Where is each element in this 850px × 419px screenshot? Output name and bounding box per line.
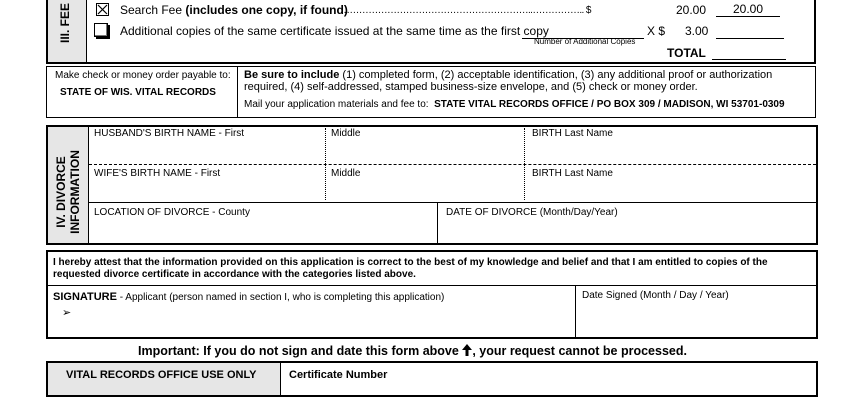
search-fee-label: [120, 3, 348, 17]
wife-first-label: WIFE'S BIRTH NAME - First: [94, 168, 221, 179]
location-row-separator: [89, 202, 816, 203]
up-arrow-icon: [462, 344, 472, 358]
signature-bold: SIGNATURE: [53, 291, 117, 303]
additional-copies-label: Additional copies of the same certificate issued at the same time as the first copy: [120, 24, 549, 38]
husband-divider-1: [325, 128, 326, 164]
include-bold: Be sure to include: [244, 69, 340, 81]
copy-price: 3.00: [685, 24, 709, 38]
mail-label: Mail your application materials and fee to:: [244, 99, 429, 110]
important-text: Important: If you do not sign and date this form above: [138, 344, 463, 358]
mail-instructions: [244, 99, 785, 110]
location-date-divider: [437, 202, 438, 243]
signature-field[interactable]: [78, 304, 568, 334]
checkmark-x-icon: [97, 4, 108, 15]
signature-date-divider: [575, 285, 576, 337]
include-text: (1) completed form, (2) acceptable identification, (3) any additional proof or authorization required, (4) self-addressed, stamped business-size envelope, and (5) check or money order.: [244, 69, 773, 93]
signature-label: [53, 291, 444, 303]
additional-copies-caption: Number of Additional Copies: [534, 37, 636, 46]
wife-middle-label: Middle: [331, 168, 361, 179]
search-fee-checkbox[interactable]: [96, 3, 109, 16]
wife-last-label: BIRTH Last Name: [532, 168, 613, 179]
date-signed-label: Date Signed (Month / Day / Year): [582, 290, 729, 301]
husband-last-label: BIRTH Last Name: [532, 128, 613, 139]
husband-divider-2: [524, 128, 525, 164]
search-fee-text: Search Fee: [120, 3, 186, 17]
husband-middle-input[interactable]: [331, 142, 523, 160]
payment-divider: [237, 66, 238, 118]
husband-first-label: HUSBAND'S BIRTH NAME - First: [94, 128, 245, 139]
attest-separator: [48, 285, 816, 286]
wife-divider-1: [325, 165, 326, 200]
search-fee-note: (includes one copy, if found): [185, 3, 348, 17]
search-fee-amount: 20.00: [676, 3, 707, 17]
divorce-section-label-line1: IV. DIVORCE: [54, 156, 68, 228]
signature-arrow-icon: ➢: [62, 307, 72, 319]
mail-address: STATE VITAL RECORDS OFFICE / PO BOX 309 / MADISON, WI 53701-0309: [434, 99, 785, 110]
divorce-section-label: [54, 132, 82, 252]
divorce-date-label: DATE OF DIVORCE (Month/Day/Year): [446, 207, 618, 218]
total-label: TOTAL: [667, 46, 706, 60]
wife-first-input[interactable]: [94, 182, 323, 200]
attest-text: I hereby attest that the information provided on this application is correct to the best of my knowledge and belief and that I am entitled to copies of the requested divorce certificate in accordance with the categories listed above.: [53, 257, 768, 280]
husband-middle-label: Middle: [331, 128, 361, 139]
divorce-location-label: LOCATION OF DIVORCE - County: [94, 207, 250, 218]
wife-last-input[interactable]: [532, 182, 816, 200]
husband-last-input[interactable]: [532, 142, 816, 160]
certificate-number-input[interactable]: [410, 368, 814, 390]
husband-first-input[interactable]: [94, 142, 323, 160]
divorce-section-label-line2: INFORMATION: [68, 150, 82, 234]
total-amount-input[interactable]: [712, 45, 786, 60]
divorce-date-input[interactable]: [446, 222, 816, 240]
search-fee-leader: ……………………………………………………..…………….. $: [340, 5, 591, 16]
search-fee-total: 20.00: [716, 3, 780, 17]
additional-copies-checkbox[interactable]: [94, 23, 108, 37]
wife-middle-input[interactable]: [331, 182, 523, 200]
signature-text: - Applicant (person named in section I, who is completing this application): [116, 292, 445, 303]
important-note: [138, 344, 687, 358]
fees-section-label: III. FEE: [58, 3, 72, 44]
name-row-separator: [89, 164, 816, 165]
divorce-location-input[interactable]: [94, 222, 436, 240]
include-instructions: [244, 69, 812, 93]
wife-divider-2: [524, 165, 525, 200]
date-signed-input[interactable]: [582, 308, 814, 330]
certificate-number-label: Certificate Number: [289, 369, 388, 381]
important-text-end: , your request cannot be processed.: [472, 344, 687, 358]
additional-copies-amount-input[interactable]: [716, 24, 784, 39]
copy-multiplier-label: X $: [647, 24, 666, 38]
office-use-label: VITAL RECORDS OFFICE USE ONLY: [66, 369, 257, 381]
payable-label: Make check or money order payable to:: [55, 70, 231, 81]
payable-to: STATE OF WIS. VITAL RECORDS: [60, 87, 216, 98]
